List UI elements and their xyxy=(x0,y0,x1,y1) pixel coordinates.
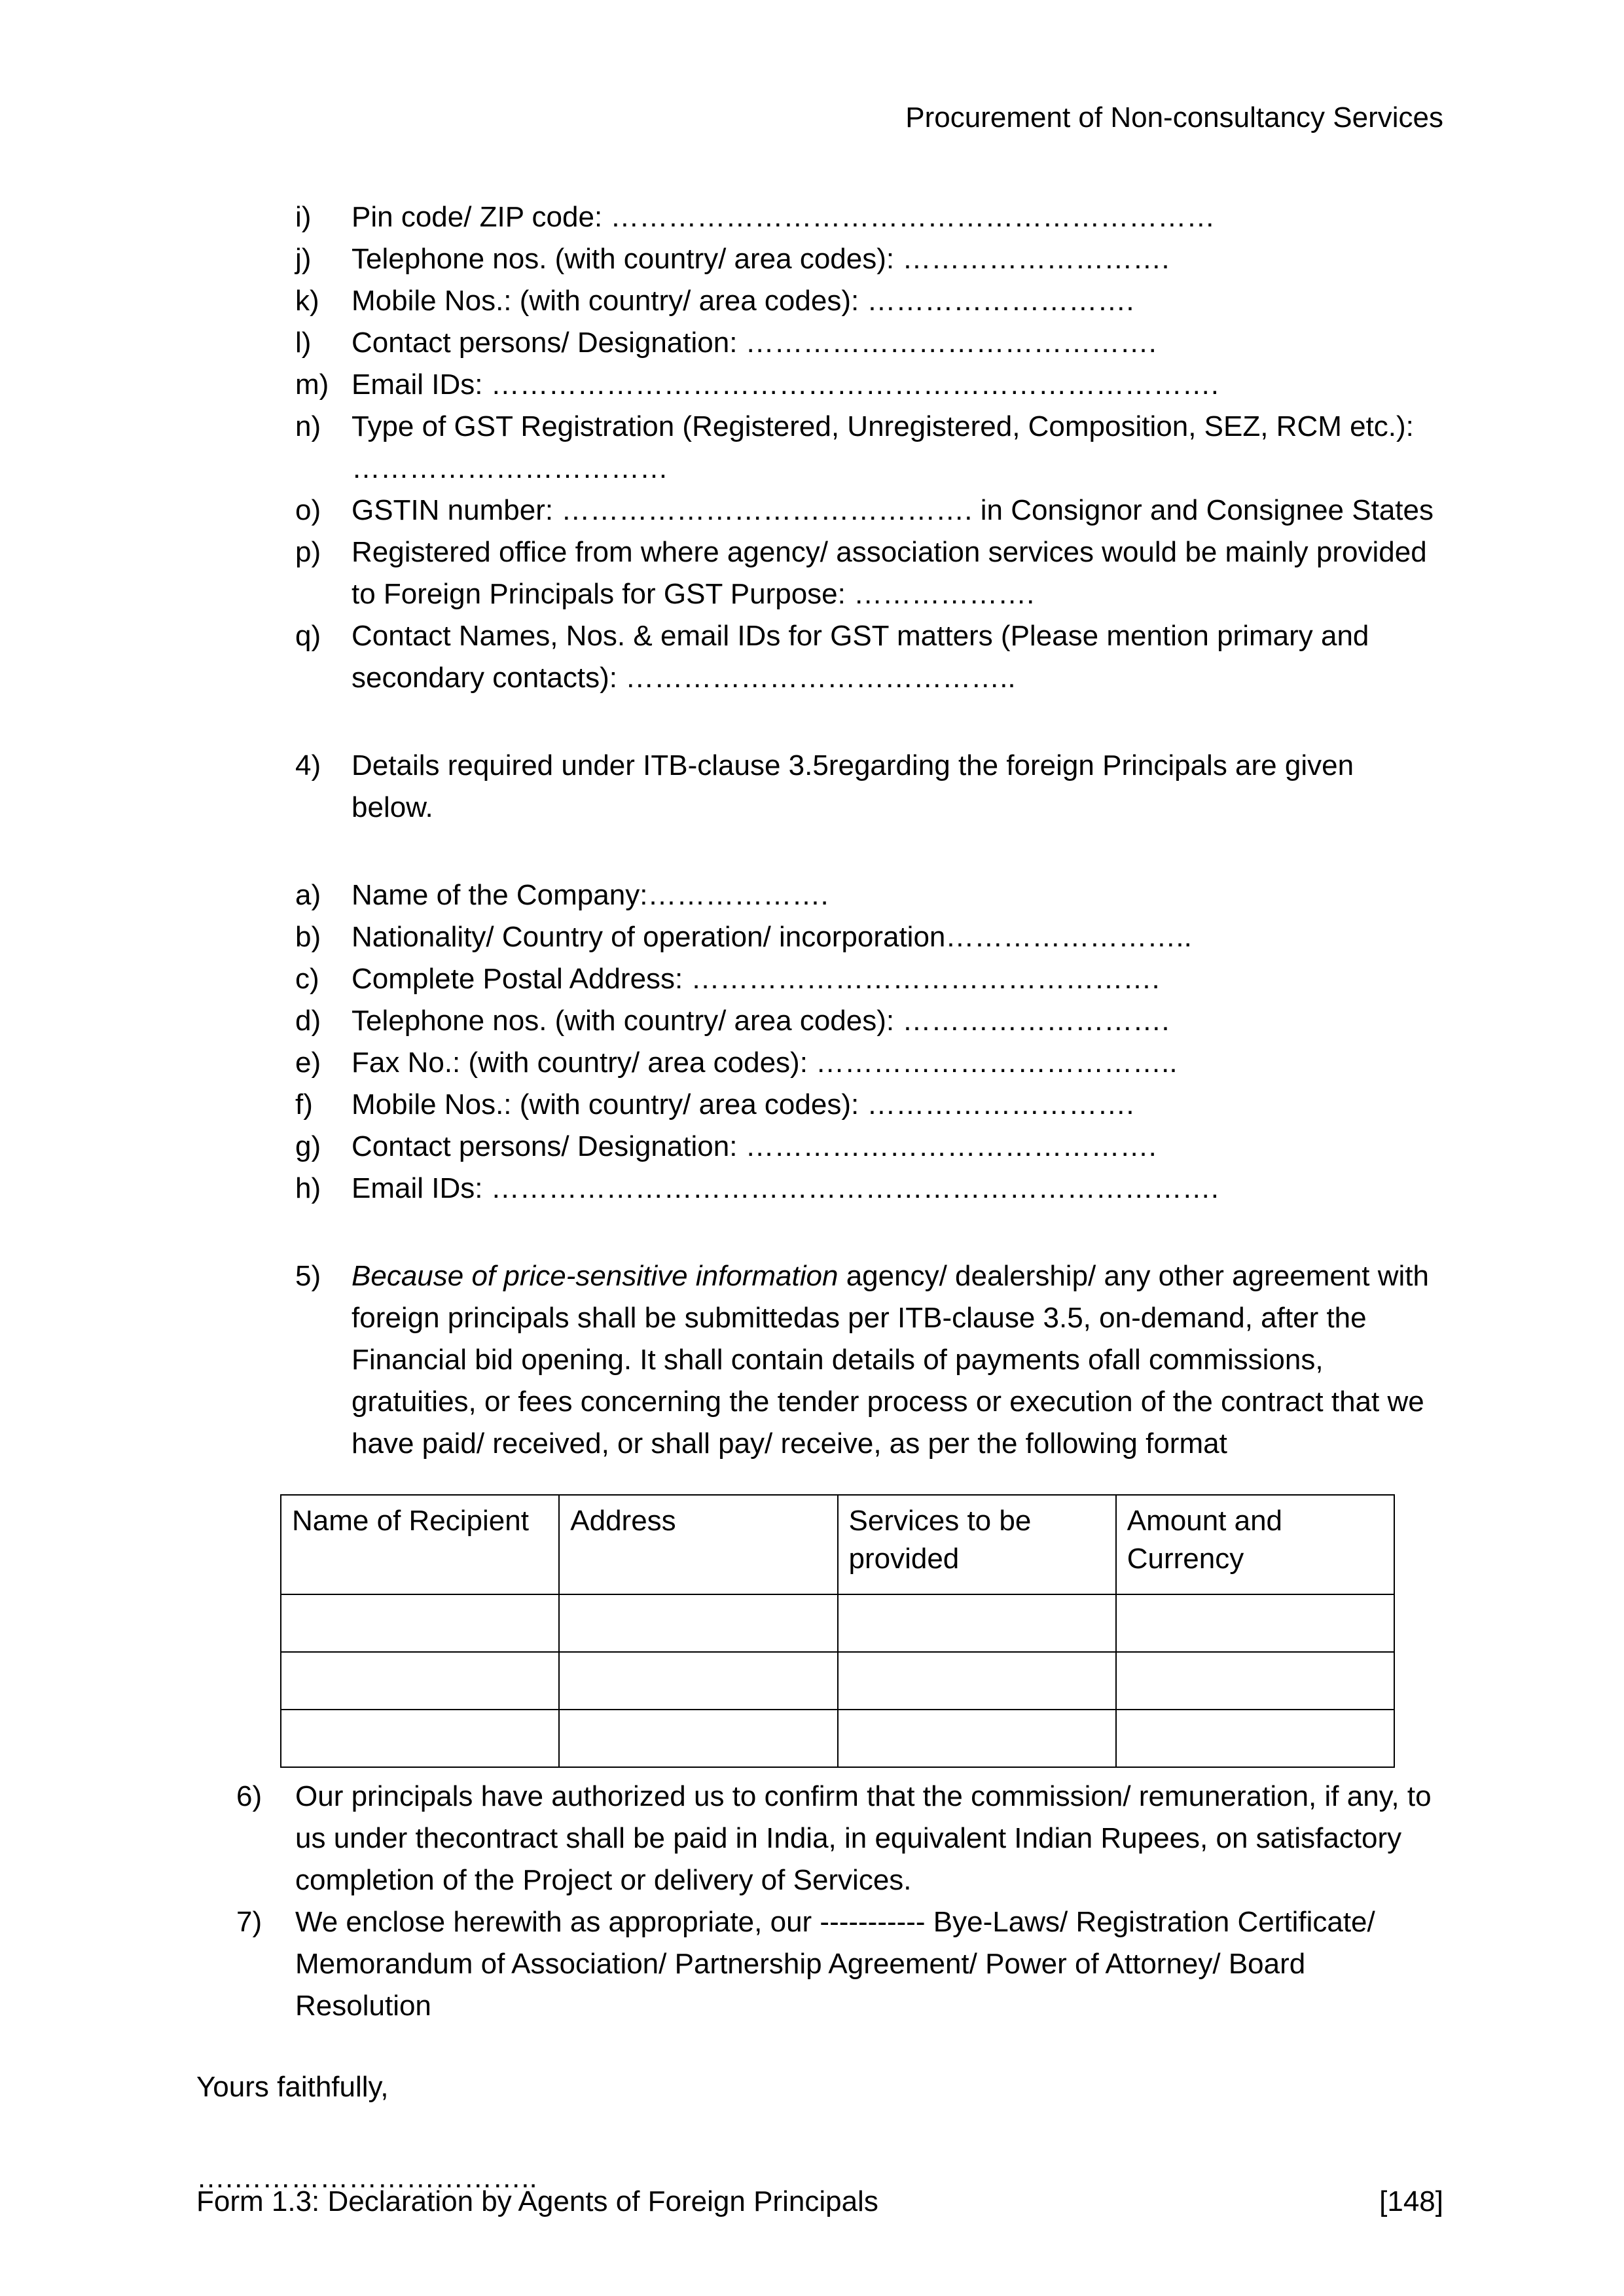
footer-form-title: Form 1.3: Declaration by Agents of Foreign Principals xyxy=(196,2185,878,2217)
list-item-text: Fax No.: (with country/ area codes): ……………………………….. xyxy=(352,1047,1178,1079)
table-cell xyxy=(838,1710,1116,1767)
list-item-text: Contact persons/ Designation: ……………………………………. xyxy=(352,327,1157,359)
list-item-text: Complete Postal Address: …………………………………………. xyxy=(352,963,1160,995)
list-item-text: Nationality/ Country of operation/ incorporation…………………….. xyxy=(352,921,1192,953)
table-header-row xyxy=(281,1495,1394,1594)
payments-table xyxy=(280,1494,1395,1768)
list-item-marker: h) xyxy=(295,1172,321,1204)
list-item xyxy=(295,1126,1441,1168)
list-item-marker: 5) xyxy=(295,1260,321,1292)
list-item-marker: f) xyxy=(295,1088,313,1121)
list-item-marker: e) xyxy=(295,1047,321,1079)
list-item-marker: i) xyxy=(295,201,312,233)
page-footer xyxy=(196,2181,1443,2223)
list-item xyxy=(295,238,1441,280)
list-item-marker: d) xyxy=(295,1005,321,1037)
list-item xyxy=(295,1084,1441,1126)
list-item-text: Name of the Company:………………. xyxy=(352,879,829,911)
list-item xyxy=(295,1042,1441,1084)
list-item-text xyxy=(352,1255,1441,1465)
list-item-text: Registered office from where agency/ association services would be mainly provided to Foreign Principals for GST Purpose: ………………. xyxy=(352,536,1427,610)
clause-4 xyxy=(295,745,1441,829)
italic-phrase: Because of price-sensitive information xyxy=(352,1260,839,1292)
list-item xyxy=(295,1000,1441,1042)
closing-salutation: Yours faithfully, xyxy=(196,2071,389,2103)
list-item xyxy=(295,364,1441,406)
list-item-marker: o) xyxy=(295,494,321,526)
table-row xyxy=(281,1652,1394,1710)
payments-table-head xyxy=(281,1495,1394,1594)
page-header: Procurement of Non-consultancy Services xyxy=(905,101,1443,134)
list-item-text: Type of GST Registration (Registered, Unregistered, Composition, SEZ, RCM etc.): …………………………… xyxy=(352,410,1414,484)
list-item-marker: c) xyxy=(295,963,319,995)
list-item-marker: q) xyxy=(295,620,321,652)
list-item-marker: l) xyxy=(295,327,312,359)
list-item-text: Email IDs: …………………………………………………………………. xyxy=(352,368,1219,401)
table-cell xyxy=(838,1652,1116,1710)
list-item xyxy=(295,196,1441,238)
document-content xyxy=(0,196,1624,2199)
payments-table-body xyxy=(281,1594,1394,1767)
gst-details-list xyxy=(295,196,1441,699)
list-item xyxy=(295,874,1441,916)
list-item-marker: b) xyxy=(295,921,321,953)
table-cell xyxy=(559,1652,837,1710)
list-item-marker: j) xyxy=(295,243,312,275)
list-item xyxy=(295,958,1441,1000)
list-item xyxy=(295,280,1441,322)
list-item-marker: p) xyxy=(295,536,321,568)
numbered-item xyxy=(236,1776,1441,1901)
list-item-marker: n) xyxy=(295,410,321,442)
list-item-marker: m) xyxy=(295,368,329,401)
list-item-marker: 4) xyxy=(295,749,321,781)
list-item-text: Contact Names, Nos. & email IDs for GST matters (Please mention primary and secondary contacts): ………………………………….. xyxy=(352,620,1369,694)
table-cell xyxy=(838,1594,1116,1652)
list-item-marker: a) xyxy=(295,879,321,911)
list-item-text: We enclose herewith as appropriate, our ----------- Bye-Laws/ Registration Certificate/ Memorandum of Association/ Partnership Agreement/ Power of Attorney/ Board Resolution xyxy=(295,1906,1375,2022)
table-cell xyxy=(281,1710,559,1767)
principal-details-list xyxy=(295,874,1441,1210)
list-item-text: Pin code/ ZIP code: ……………………………………………………… xyxy=(352,201,1216,233)
list-item-text: Details required under ITB-clause 3.5regarding the foreign Principals are given below. xyxy=(352,749,1354,823)
table-header-cell: Name of Recipient xyxy=(281,1495,559,1594)
list-item xyxy=(295,1168,1441,1210)
table-cell xyxy=(281,1652,559,1710)
numbered-item xyxy=(295,1255,1441,1465)
table-row xyxy=(281,1710,1394,1767)
list-item-text: Telephone nos. (with country/ area codes): ………………………. xyxy=(352,1005,1170,1037)
list-item xyxy=(295,322,1441,364)
signature-line: ….………………………….. xyxy=(196,2162,537,2194)
list-item-marker: g) xyxy=(295,1130,321,1162)
list-item-marker: 7) xyxy=(236,1906,262,1938)
list-item-text: Telephone nos. (with country/ area codes): ………………………. xyxy=(352,243,1170,275)
list-item-text: Contact persons/ Designation: ……………………………………. xyxy=(352,1130,1157,1162)
list-item-marker: k) xyxy=(295,285,319,317)
clause-7 xyxy=(236,1901,1441,2027)
list-item-text: Our principals have authorized us to confirm that the commission/ remuneration, if any, to us under thecontract shall be paid in India, in equivalent Indian Rupees, on satisfactory completion of the Project or delivery of Services. xyxy=(295,1780,1432,1896)
list-item xyxy=(295,531,1441,615)
table-cell xyxy=(1116,1710,1394,1767)
list-item-text: Mobile Nos.: (with country/ area codes): ………………………. xyxy=(352,285,1134,317)
clause-6 xyxy=(236,1776,1441,1901)
list-item xyxy=(295,916,1441,958)
table-header-cell: Services to be provided xyxy=(838,1495,1116,1594)
clause-5 xyxy=(295,1255,1441,1465)
table-row xyxy=(281,1594,1394,1652)
numbered-item xyxy=(236,1901,1441,2027)
footer-page-number: [148] xyxy=(1379,2185,1443,2217)
list-item-text: GSTIN number: ……………………………………. in Consignor and Consignee States xyxy=(352,494,1434,526)
table-cell xyxy=(1116,1594,1394,1652)
table-cell xyxy=(559,1710,837,1767)
numbered-item xyxy=(295,745,1441,829)
table-cell xyxy=(559,1594,837,1652)
list-item-text: Email IDs: …………………………………………………………………. xyxy=(352,1172,1219,1204)
list-item xyxy=(295,406,1441,490)
list-item-marker: 6) xyxy=(236,1780,262,1812)
list-item-text: Mobile Nos.: (with country/ area codes): ………………………. xyxy=(352,1088,1134,1121)
table-cell xyxy=(1116,1652,1394,1710)
table-header-cell: Address xyxy=(559,1495,837,1594)
table-header-cell: Amount and Currency xyxy=(1116,1495,1394,1594)
clause-5-body: agency/ dealership/ any other agreement with foreign principals shall be submittedas per ITB-clause 3.5, on-demand, after the Financial bid opening. It shall contain details of payments ofall commissions, gratuities, or fees concerning the tender process or execution of the contract that we have paid/ received, or shall pay/ receive, as per the following format xyxy=(352,1260,1430,1460)
table-cell xyxy=(281,1594,559,1652)
list-item xyxy=(295,615,1441,699)
list-item xyxy=(295,490,1441,531)
